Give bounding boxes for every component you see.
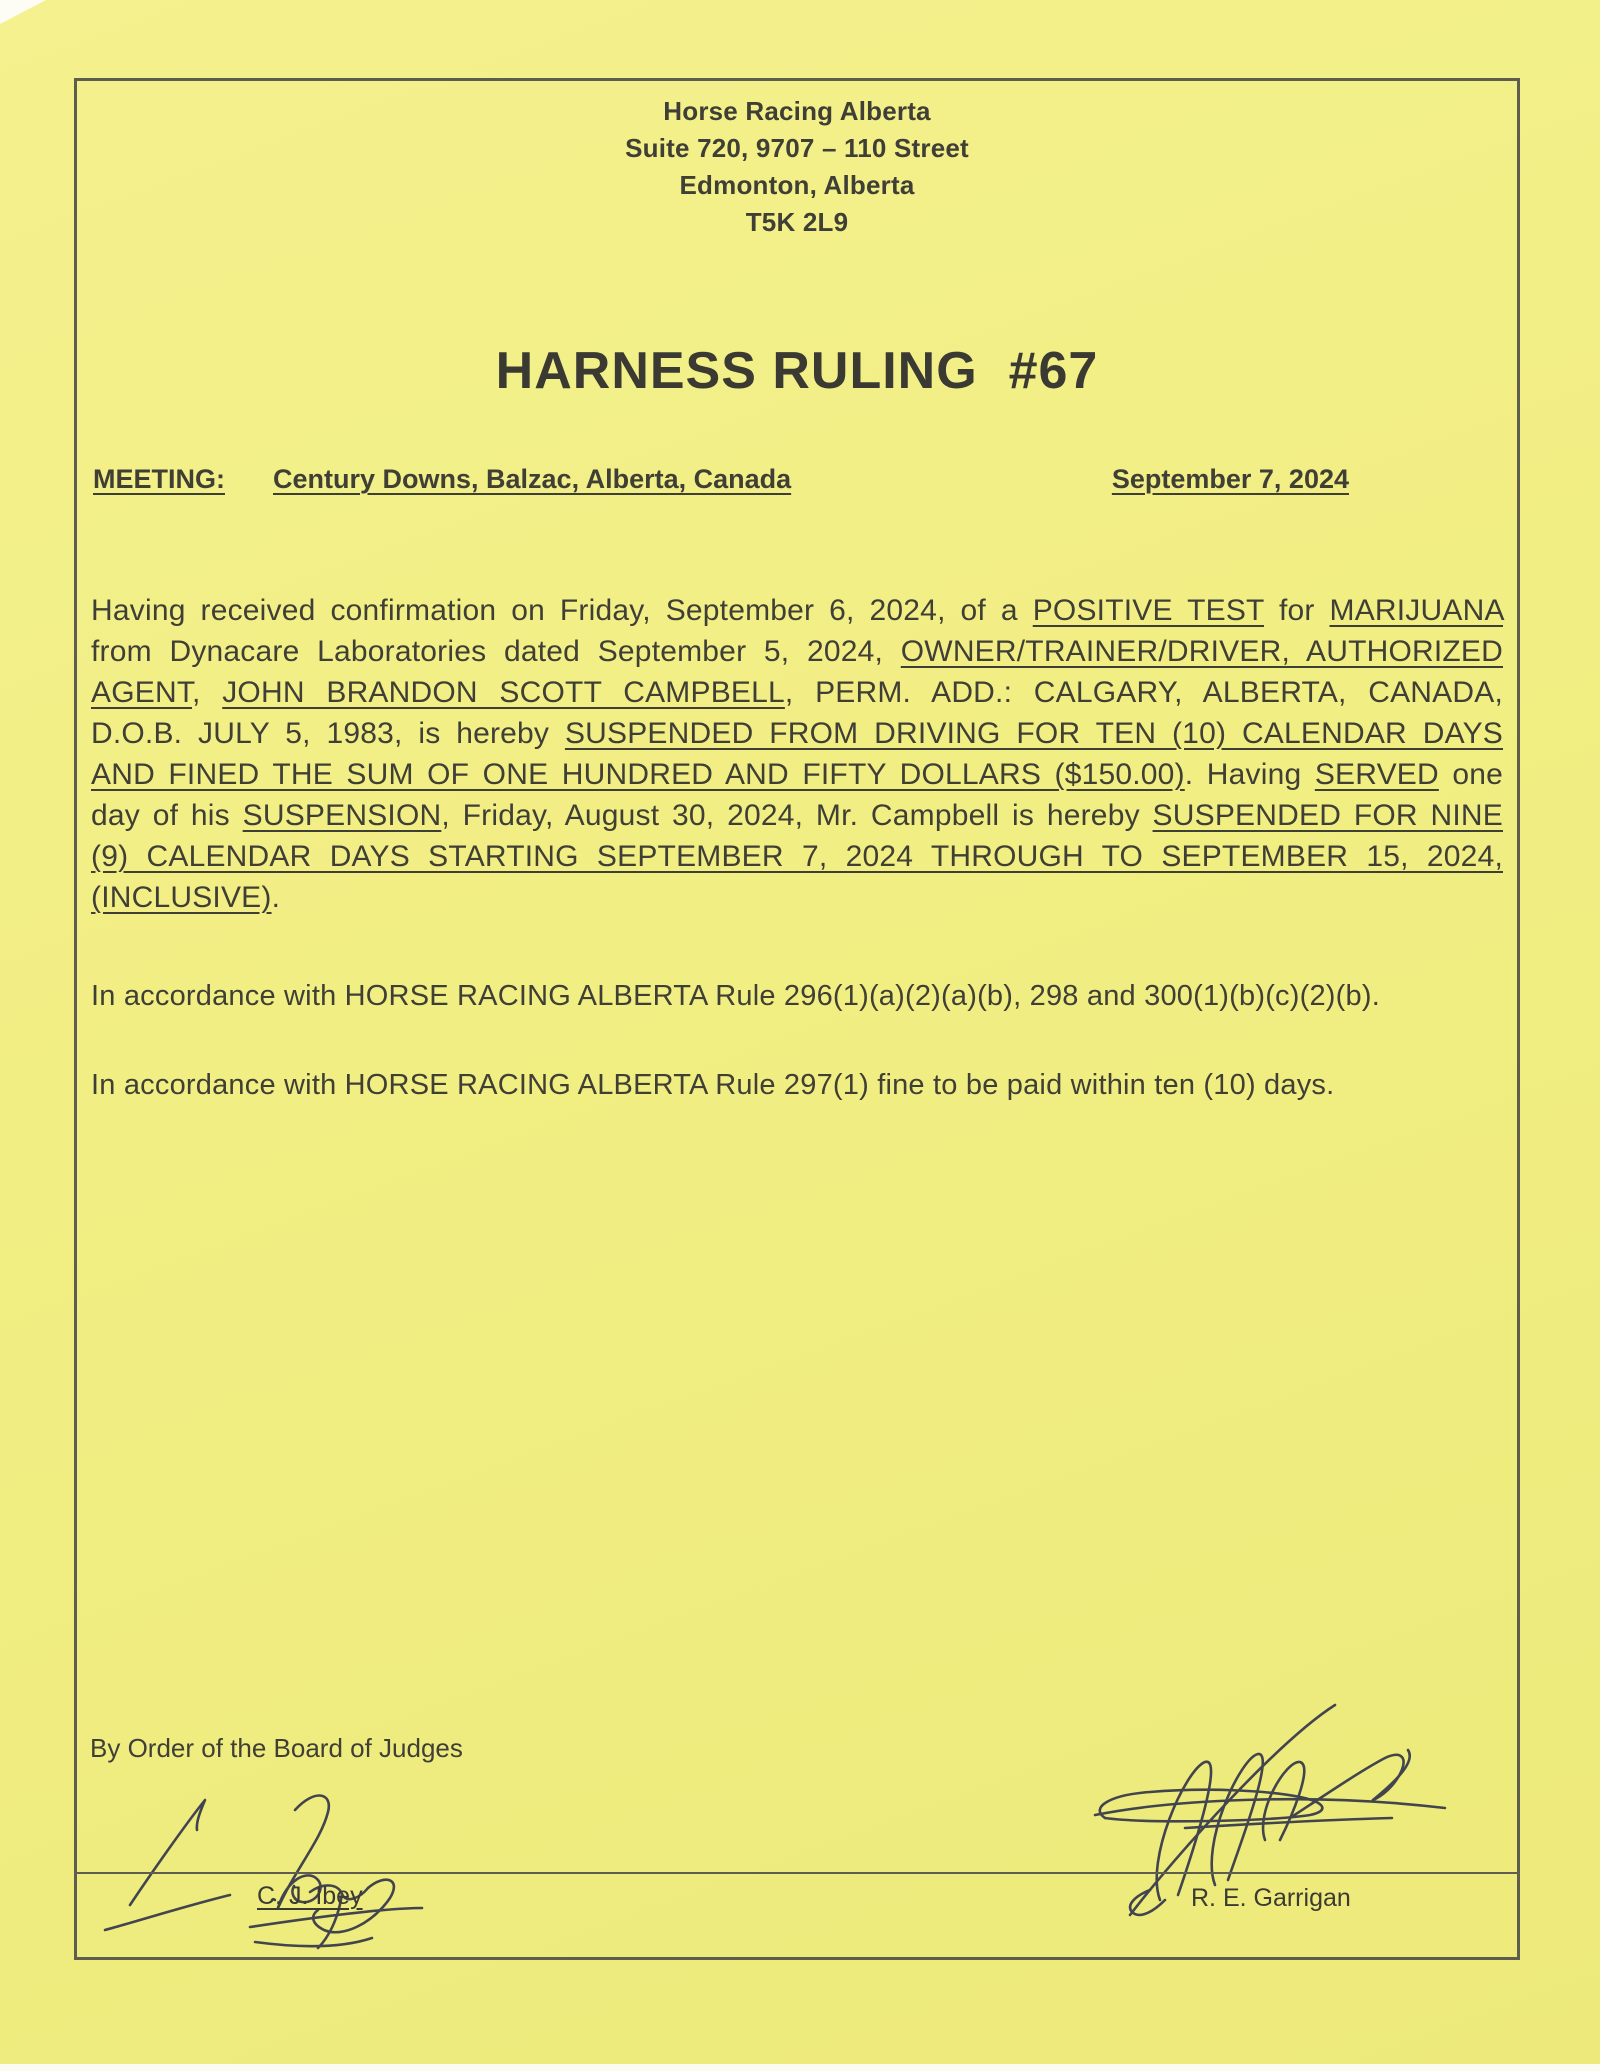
rule-citation-2: In accordance with HORSE RACING ALBERTA Rule 297(1) fine to be paid within ten (10) days. [91,1069,1335,1101]
meeting-row [77,461,1517,498]
ruling-title: HARNESS RULING #67 [495,342,1099,400]
underlined-text-run: SUSPENDED FROM DRIVING FOR TEN (10) CALENDAR DAYS AND FINED THE SUM OF ONE HUNDRED AND FIFTY DOLLARS ($150.00) [91,717,1503,791]
letterhead [77,93,1517,241]
underlined-text-run: SUSPENDED FOR NINE (9) CALENDAR DAYS STARTING SEPTEMBER 7, 2024 THROUGH TO SEPTEMBER 15, 2024, (INCLUSIVE) [91,799,1503,914]
text-run: , Friday, August 30, 2024, Mr. Campbell is hereby [441,799,1153,832]
scan-corner-artifact [0,0,46,24]
meeting-date: September 7, 2024 [1111,464,1349,494]
meeting-label: MEETING: [93,464,225,494]
underlined-text-run: JOHN BRANDON SCOTT CAMPBELL [222,676,785,709]
underlined-text-run: SUSPENSION [242,799,442,832]
org-name: Horse Racing Alberta [663,96,931,126]
by-order-text: By Order of the Board of Judges [90,1733,463,1763]
underlined-text-run: OWNER/TRAINER/DRIVER, AUTHORIZED AGENT [91,635,1503,709]
signature-left-ink [100,1780,430,1950]
text-run: . [271,881,281,914]
org-address-line: Suite 720, 9707 – 110 Street [625,133,969,163]
meeting-venue: Century Downs, Balzac, Alberta, Canada [273,464,792,494]
text-run: one day of his [91,758,1503,832]
underlined-text-run: POSITIVE TEST [1032,594,1265,627]
text-run: , [192,676,223,709]
underlined-text-run: MARIJUANA [1329,594,1503,627]
ruling-body-paragraph [91,590,1503,918]
signature-line [77,1872,1517,1874]
text-run: from Dynacare Laboratories dated September 5, 2024, [91,635,901,668]
rule-citation-1: In accordance with HORSE RACING ALBERTA Rule 296(1)(a)(2)(a)(b), 298 and 300(1)(b)(c)(2)(b). [91,980,1380,1012]
org-city-line: Edmonton, Alberta [679,170,915,200]
text-run: Having received confirmation on Friday, September 6, 2024, of a [91,594,1033,627]
document-frame [74,78,1520,1960]
org-postal-code: T5K 2L9 [745,207,849,237]
text-run: . Having [1184,758,1315,791]
signer-name-left: C. J. Ibey [257,1882,363,1910]
signer-name-right: R. E. Garrigan [1191,1884,1351,1912]
scan-bottom-edge-artifact [0,2064,1600,2071]
text-run: , PERM. ADD.: CALGARY, ALBERTA, CANADA, D.O.B. JULY 5, 1983, is hereby [91,676,1503,750]
underlined-text-run: SERVED [1314,758,1439,791]
text-run: for [1264,594,1330,627]
